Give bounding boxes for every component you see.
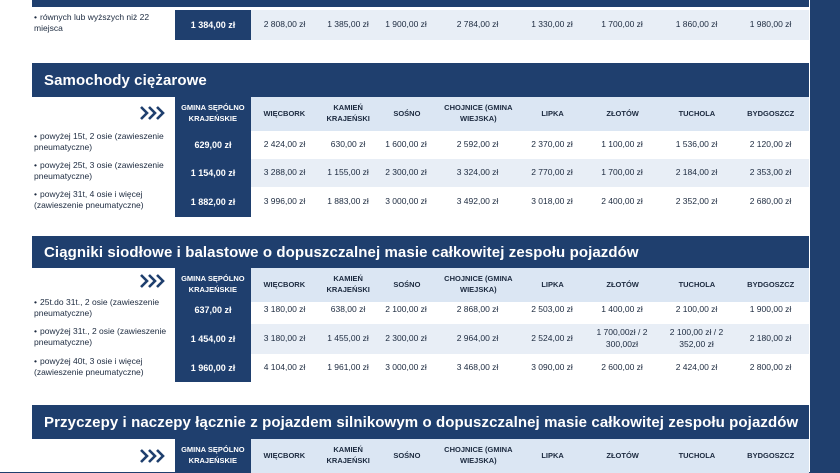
column-header: WIĘCBORK [263, 450, 306, 460]
column-header: GMINA SĘPÓLNO KRAJEŃSKIE [175, 97, 251, 131]
column-header: CHOJNICE (GMINA WIEJSKA) [444, 103, 513, 123]
gmina-value: 637,00 zł [175, 296, 251, 324]
column-header: KAMIEŃ KRAJEŃSKI [326, 103, 370, 123]
row-label: • powyżej 25t, 3 osie (zawieszenie pneumatyczne) [34, 160, 164, 182]
column-header: KAMIEŃ KRAJEŃSKI [326, 445, 370, 465]
gmina-value: 1 454,00 zł [175, 324, 251, 354]
table-row [175, 159, 809, 187]
cell-value: 1 700,00 zł [601, 19, 643, 30]
column-header: SOŚNO [393, 450, 421, 460]
table-header [175, 439, 809, 473]
cell-value: 638,00 zł [330, 304, 366, 315]
section-title-bar [32, 405, 809, 439]
cell-value: 2 424,00 zł [675, 362, 718, 373]
cell-value: 3 288,00 zł [263, 167, 306, 178]
cell-value: 2 784,00 zł [456, 19, 499, 30]
table-header [175, 97, 809, 131]
cell-value: 2 120,00 zł [749, 139, 792, 150]
cell-value: 2 600,00 zł [601, 362, 643, 373]
column-header: TUCHOLA [678, 108, 716, 118]
column-header: LIPKA [541, 279, 564, 289]
cell-value: 2 100,00 zł [675, 304, 718, 315]
gmina-value: 1 960,00 zł [175, 354, 251, 382]
gmina-value: 1 154,00 zł [175, 159, 251, 187]
gmina-value: 1 882,00 zł [175, 187, 251, 217]
table-row [175, 187, 809, 217]
cell-value: 3 018,00 zł [531, 196, 573, 207]
table-row [175, 10, 809, 40]
cell-value: 1 100,00 zł [601, 139, 643, 150]
cell-value: 2 503,00 zł [531, 304, 573, 315]
column-header: BYDGOSZCZ [747, 279, 795, 289]
column-header: KAMIEŃ KRAJEŃSKI [326, 274, 370, 294]
cell-value: 4 104,00 zł [263, 362, 306, 373]
section-title: Samochody ciężarowe [44, 71, 207, 89]
column-header: GMINA SĘPÓLNO KRAJEŃSKIE [175, 268, 251, 302]
column-header: WIĘCBORK [263, 108, 306, 118]
cell-value: 2 300,00 zł [385, 333, 427, 344]
cell-value: 1 900,00 zł [385, 19, 427, 30]
cell-value: 1 455,00 zł [327, 333, 369, 344]
cell-value: 2 180,00 zł [749, 333, 792, 344]
section-title: Ciągniki siodłowe i balastowe o dopuszczalnej masie całkowitej zespołu pojazdów [44, 243, 639, 261]
cell-value: 630,00 zł [330, 139, 366, 150]
cell-value: 1 385,00 zł [327, 19, 369, 30]
section-title-bar [32, 63, 809, 97]
row-label: • powyżej 15t, 2 osie (zawieszenie pneumatyczne) [34, 131, 164, 153]
cell-value: 2 770,00 zł [531, 167, 573, 178]
table-row [175, 354, 809, 382]
cell-value: 2 800,00 zł [749, 362, 792, 373]
column-header: LIPKA [541, 450, 564, 460]
cell-value: 1 400,00 zł [601, 304, 643, 315]
column-header: SOŚNO [393, 279, 421, 289]
cell-value: 3 090,00 zł [531, 362, 573, 373]
cell-value: 2 680,00 zł [749, 196, 792, 207]
column-header: TUCHOLA [678, 279, 716, 289]
table-row [175, 296, 809, 324]
cell-value: 2 808,00 zł [263, 19, 306, 30]
row-label: • powyżej 31t, 4 osie i więcej (zawieszenie pneumatyczne) [34, 189, 144, 211]
cell-value: 2 524,00 zł [531, 333, 573, 344]
cell-value: 2 100,00 zł / 2 352,00 zł [669, 327, 724, 349]
cell-value: 3 000,00 zł [385, 196, 427, 207]
chevrons-icon [140, 448, 166, 464]
row-label: • 25t.do 31t., 2 osie (zawieszenie pneumatyczne) [34, 297, 160, 319]
chevrons-icon [140, 105, 166, 121]
row-label: • powyżej 40t, 3 osie i więcej (zawieszenie pneumatyczne) [34, 356, 144, 378]
cell-value: 3 000,00 zł [385, 362, 427, 373]
cell-value: 1 155,00 zł [327, 167, 369, 178]
gmina-value: 629,00 zł [175, 131, 251, 159]
cell-value: 2 184,00 zł [675, 167, 718, 178]
cell-value: 2 370,00 zł [531, 139, 573, 150]
column-header: ZŁOTÓW [606, 108, 639, 118]
cell-value: 1 600,00 zł [385, 139, 427, 150]
cell-value: 1 330,00 zł [531, 19, 573, 30]
cell-value: 2 100,00 zł [385, 304, 427, 315]
cell-value: 1 536,00 zł [675, 139, 718, 150]
cell-value: 3 324,00 zł [456, 167, 499, 178]
cell-value: 2 964,00 zł [456, 333, 499, 344]
cell-value: 2 868,00 zł [456, 304, 499, 315]
row-label: • powyżej 31t., 2 osie (zawieszenie pneumatyczne) [34, 326, 167, 348]
cell-value: 2 592,00 zł [456, 139, 499, 150]
chevrons-icon [140, 273, 166, 289]
cell-value: 3 492,00 zł [456, 196, 499, 207]
cell-value: 3 996,00 zł [263, 196, 306, 207]
table-row [175, 131, 809, 159]
column-header: LIPKA [541, 108, 564, 118]
row-label: • równych lub wyższych niż 22 miejsca [34, 12, 150, 34]
cell-value: 1 900,00 zł [749, 304, 792, 315]
page-background-edge [810, 0, 840, 472]
column-header: ZŁOTÓW [606, 450, 639, 460]
cell-value: 1 980,00 zł [749, 19, 792, 30]
column-header: BYDGOSZCZ [747, 450, 795, 460]
cell-value: 2 353,00 zł [749, 167, 792, 178]
cell-value: 3 180,00 zł [263, 304, 306, 315]
column-header: CHOJNICE (GMINA WIEJSKA) [444, 274, 513, 294]
column-header: BYDGOSZCZ [747, 108, 795, 118]
cell-value: 2 352,00 zł [675, 196, 718, 207]
gmina-value: 1 384,00 zł [175, 10, 251, 40]
column-header: WIĘCBORK [263, 279, 306, 289]
column-header: TUCHOLA [678, 450, 716, 460]
cell-value: 2 300,00 zł [385, 167, 427, 178]
column-header: GMINA SĘPÓLNO KRAJEŃSKIE [175, 439, 251, 473]
cell-value: 1 860,00 zł [675, 19, 718, 30]
section-title: Przyczepy i naczepy łącznie z pojazdem silnikowym o dopuszczalnej masie całkowitej zespołu pojazdów [44, 413, 799, 431]
column-header: CHOJNICE (GMINA WIEJSKA) [444, 445, 513, 465]
column-header: SOŚNO [393, 108, 421, 118]
cell-value: 1 700,00zł / 2 300,00zł [596, 327, 648, 349]
cell-value: 3 468,00 zł [456, 362, 499, 373]
cell-value: 1 700,00 zł [601, 167, 643, 178]
top-section-bar [32, 0, 809, 7]
section-title-bar [32, 236, 809, 268]
cell-value: 1 883,00 zł [327, 196, 369, 207]
cell-value: 2 400,00 zł [601, 196, 643, 207]
table-row [175, 324, 809, 354]
cell-value: 2 424,00 zł [263, 139, 306, 150]
cell-value: 3 180,00 zł [263, 333, 306, 344]
column-header: ZŁOTÓW [606, 279, 639, 289]
cell-value: 1 961,00 zł [327, 362, 369, 373]
